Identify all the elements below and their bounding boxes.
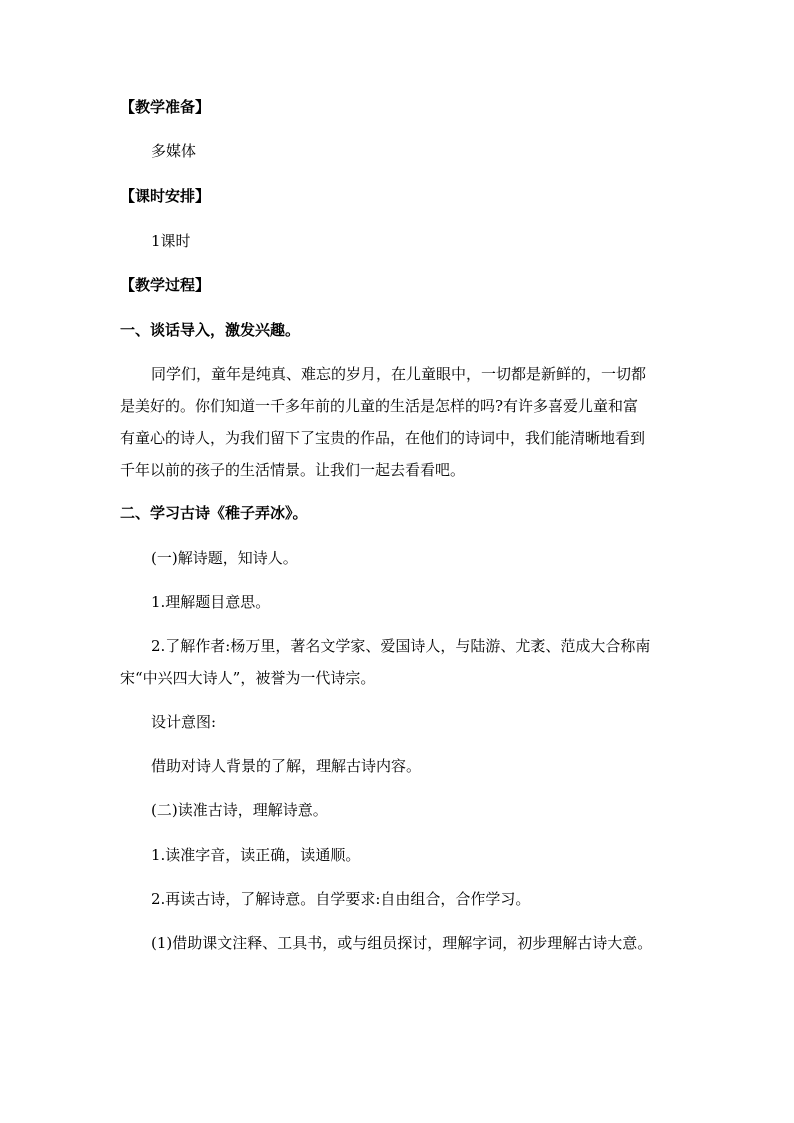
design-intent-label: 设计意图: [151, 713, 217, 731]
section1-title: 一、谈话导入，激发兴趣。 [120, 321, 301, 339]
section1-paragraph-line-4: 千年以前的孩子的生活情景。让我们一起去看看吧。 [120, 461, 466, 479]
sub1-heading: (一)解诗题，知诗人。 [151, 549, 298, 567]
item-author-line-2: 宋“中兴四大诗人”，被誉为一代诗宗。 [120, 669, 376, 687]
section1-paragraph-line-1: 同学们，童年是纯真、难忘的岁月，在儿童眼中，一切都是新鲜的，一切都 [151, 365, 647, 383]
schedule-text: 1课时 [151, 232, 191, 250]
item-author-line-1: 2.了解作者:杨万里，著名文学家、爱国诗人，与陆游、尤袤、范成大合称南 [151, 637, 651, 655]
section1-paragraph-line-2: 是美好的。你们知道一千多年前的儿童的生活是怎样的吗?有许多喜爱儿童和富 [120, 397, 639, 415]
preparation-heading: 【教学准备】 [120, 98, 211, 116]
item-read-accurately: 1.读准字音，读正确，读通顺。 [151, 846, 361, 864]
sub2-heading: (二)读准古诗，理解诗意。 [151, 801, 328, 819]
preparation-text: 多媒体 [151, 142, 197, 160]
item-reread-poem: 2.再读古诗，了解诗意。自学要求:自由组合，合作学习。 [151, 890, 531, 908]
schedule-heading: 【课时安排】 [120, 187, 211, 205]
section1-paragraph-line-3: 有童心的诗人，为我们留下了宝贵的作品，在他们的诗词中，我们能清晰地看到 [120, 429, 646, 447]
section2-title: 二、学习古诗《稚子弄冰》。 [120, 504, 308, 522]
design-intent-text: 借助对诗人背景的了解，理解古诗内容。 [151, 757, 422, 775]
item-understand-title: 1.理解题目意思。 [151, 593, 271, 611]
process-heading: 【教学过程】 [120, 276, 211, 294]
item-use-annotations: (1)借助课文注释、工具书，或与组员探讨，理解字词，初步理解古诗大意。 [151, 934, 653, 952]
